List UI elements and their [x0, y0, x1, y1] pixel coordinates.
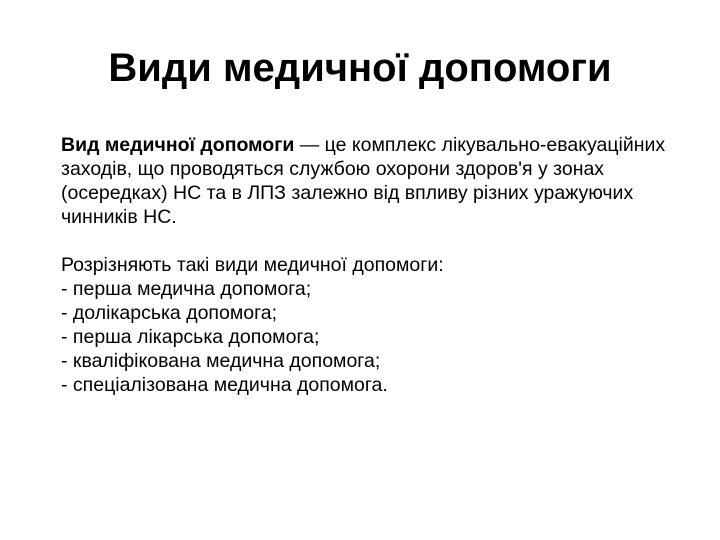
definition-text: — це комплекс лікувально-евакуаційних заходів, що проводяться службою охорони здоров'я у зонах (осередках) НС та в ЛПЗ залежно від впливу різних уражуючих чинників НС.	[61, 134, 666, 228]
list-item: - долікарська допомога;	[61, 302, 278, 324]
definition-term: Вид медичної допомоги	[61, 134, 295, 156]
types-intro: Розрізняють такі види медичної допомоги:	[61, 254, 444, 276]
definition-paragraph	[61, 133, 671, 229]
list-item: - перша лікарська допомога;	[61, 326, 320, 348]
list-item: - спеціалізована медична допомога.	[61, 374, 388, 396]
types-list	[61, 277, 671, 397]
slide-title: Види медичної допомоги	[108, 46, 612, 90]
slide-body	[61, 133, 671, 397]
list-item: - перша медична допомога;	[61, 278, 312, 300]
list-item: - кваліфікована медична допомога;	[61, 350, 381, 372]
